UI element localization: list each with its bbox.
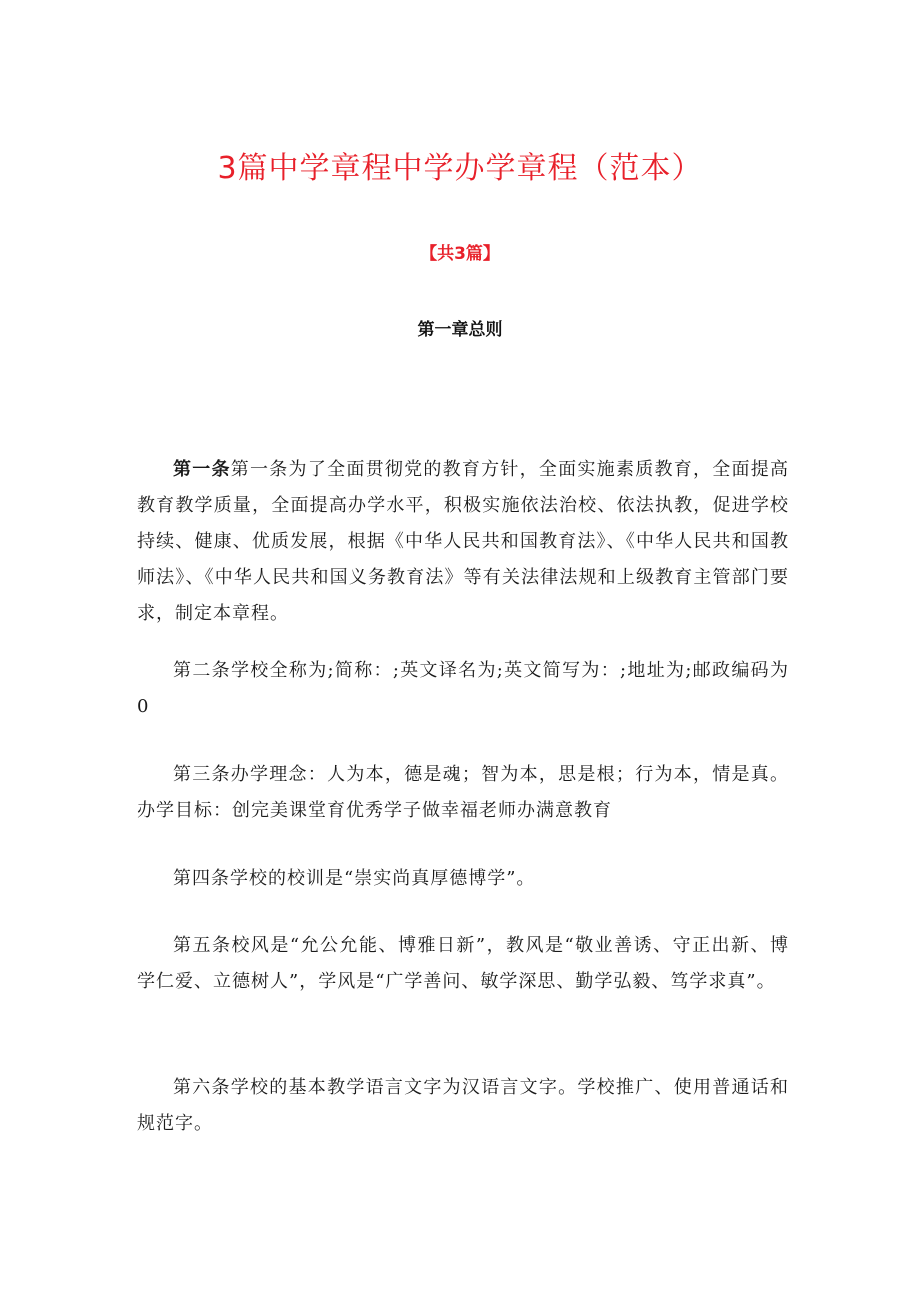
article-1 bbox=[137, 452, 789, 632]
chapter-heading: 第一章总则 bbox=[417, 320, 503, 340]
article-4 bbox=[137, 861, 789, 897]
article-3 bbox=[137, 757, 789, 829]
article-2 bbox=[137, 653, 789, 725]
article-6 bbox=[137, 1070, 789, 1142]
document-title: 3篇中学章程中学办学章程（范本） bbox=[217, 151, 703, 186]
article-text: 第三条办学理念：人为本，德是魂；智为本，思是根；行为本，情是真。办学目标：创完美课堂育优秀学子做幸福老师办满意教育 bbox=[137, 764, 789, 821]
article-text: 第二条学校全称为;简称：;英文译名为;英文简写为：;地址为;邮政编码为0 bbox=[137, 660, 789, 717]
article-5 bbox=[137, 928, 789, 1000]
article-text: 第一条为了全面贯彻党的教育方针，全面实施素质教育，全面提高教育教学质量，全面提高办学水平，积极实施依法治校、依法执教，促进学校持续、健康、优质发展，根据《中华人民共和国教育法》、《中华人民共和国教师法》、《中华人民共和国义务教育法》等有关法律法规和上级教育主管部门要求，制定本章程。 bbox=[137, 459, 790, 624]
article-lead: 第一条 bbox=[173, 459, 231, 480]
article-text: 第六条学校的基本教学语言文字为汉语言文字。学校推广、使用普通话和规范字。 bbox=[137, 1077, 789, 1134]
article-text: 第四条学校的校训是“崇实尚真厚德博学”。 bbox=[173, 868, 536, 889]
article-text: 第五条校风是“允公允能、博雅日新”，教风是“敬业善诱、守正出新、博学仁爱、立德树人”，学风是“广学善问、敏学深思、勤学弘毅、笃学求真”。 bbox=[137, 935, 789, 992]
document-subtitle: 【共3篇】 bbox=[420, 244, 500, 264]
